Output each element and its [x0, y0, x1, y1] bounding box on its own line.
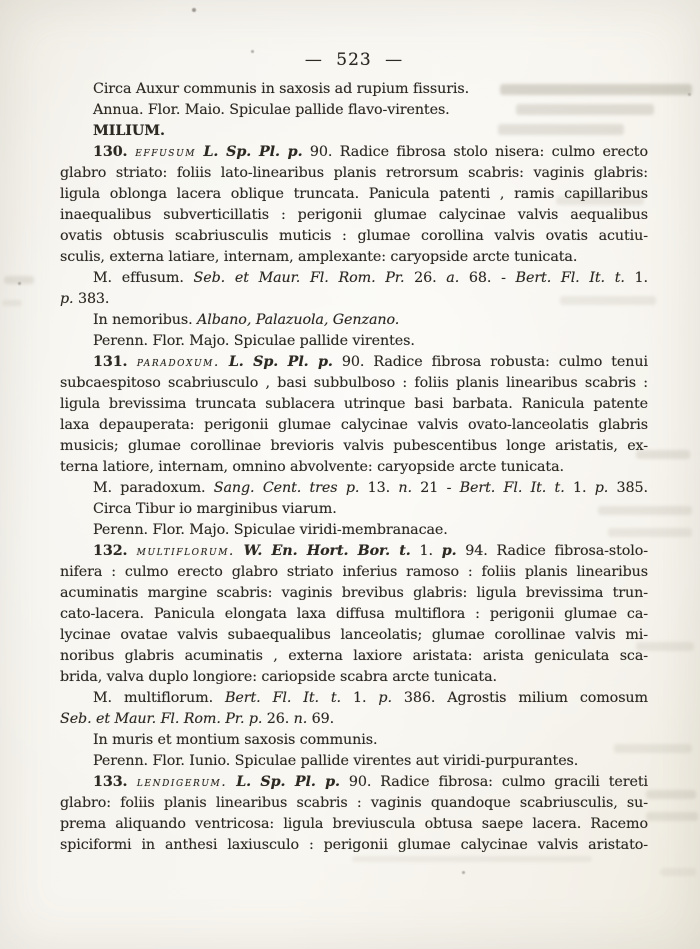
text-segment: p. [441, 543, 457, 559]
text-line [60, 394, 648, 415]
text-line [60, 709, 648, 730]
species-name: effusum [135, 145, 197, 160]
text-segment: n. [398, 480, 412, 496]
text-segment: brida, valva duplo longiore: cariopside scabra arcte tunicata. [60, 669, 497, 685]
text-line [60, 583, 648, 604]
text-segment: M. paradoxum. [93, 480, 214, 496]
text-segment: 26. [404, 270, 447, 286]
text-segment: Annua. Flor. Maio. Spiculae pallide flavo-virentes. [93, 102, 450, 118]
text-segment: Bert. Fl. It. t. [459, 480, 565, 496]
text-line [60, 205, 648, 226]
text-line [60, 625, 648, 646]
bleedthrough-smudge [4, 276, 34, 284]
text-segment: 386. Agrostis milium comosum [391, 690, 648, 706]
species-name: lendigerum. [136, 775, 228, 790]
text-segment: 90. Radice fibrosa: culmo gracili tereti [339, 774, 648, 790]
text-line [60, 688, 648, 709]
text-segment: MILIUM. [93, 123, 165, 139]
species-name: multiflorum. [136, 544, 235, 559]
text-segment: In nemoribus. [93, 312, 198, 328]
text-segment: nifera : culmo erecto glabro striato inferius ramoso : foliis planis linearibus [60, 564, 648, 580]
bleedthrough-smudge [646, 812, 698, 821]
text-line [60, 604, 648, 625]
text-segment: Bert. Fl. It. t. [225, 690, 342, 706]
text-line [60, 184, 648, 205]
text-segment: In muris et montium saxosis communis. [93, 732, 378, 748]
text-segment: M. multiflorum. [93, 690, 226, 706]
text-line [60, 415, 648, 436]
text-segment [235, 543, 244, 559]
dust-speck [192, 8, 196, 12]
bleedthrough-smudge [646, 790, 696, 799]
text-line [60, 142, 648, 163]
text-line [60, 226, 648, 247]
text-segment: p. [594, 480, 609, 496]
text-segment: 130. [93, 144, 136, 160]
text-line [60, 646, 648, 667]
text-segment: 132. [93, 543, 137, 559]
text-segment: noribus glabris acuminatis , externa laxiore aristata: arista geniculata sca- [60, 648, 648, 664]
text-segment: Circa Auxur communis in saxosis ad rupium fissuris. [93, 81, 470, 97]
text-segment: Seb. et Maur. Fl. Rom. Pr. p. [60, 711, 263, 727]
text-segment: p. [378, 690, 392, 706]
text-segment: glabro striato: foliis lato-linearibus planis retrorsum scabris: vaginis glabris: [60, 165, 648, 181]
text-segment: 1. [624, 270, 648, 286]
text-segment: 21 - [411, 480, 460, 496]
text-line [60, 289, 648, 310]
text-line [60, 268, 648, 289]
text-line [60, 835, 648, 856]
text-line [60, 373, 648, 394]
text-segment: 69. [307, 711, 335, 727]
text-segment: ovatis obtusis scabriusculis muticis : glumae corollina valvis ovatis acutiu- [60, 228, 648, 244]
dust-speck [462, 871, 465, 874]
text-segment: glabro: foliis planis linearibus scabris : vaginis quandoque scabriusculis, su- [60, 795, 648, 811]
text-segment: L. Sp. Pl. p. [236, 774, 340, 790]
text-segment: Seb. et Maur. Fl. Rom. Pr. [193, 270, 405, 286]
page-number: — 523 — [304, 50, 404, 70]
text-segment: 90. Radice fibrosa stolo nisera: culmo erecto [302, 144, 648, 160]
text-segment: Albano, Palazuola, Genzano. [197, 312, 400, 328]
text-segment: 131. [93, 354, 137, 370]
text-segment: inaequalibus subverticillatis : perigonii glumae calycinae valvis aequalibus [60, 207, 648, 223]
bleedthrough-smudge [352, 856, 592, 862]
text-segment: ligula oblonga lacera oblique truncata. Panicula patenti , ramis capillaribus [60, 186, 648, 202]
text-segment: L. Sp. Pl. p. [203, 144, 303, 160]
text-line [60, 499, 648, 520]
text-segment: Bert. Fl. It. t. [515, 270, 625, 286]
text-segment: prema aliquando ventricosa: ligula breviuscula obtusa saepe lacera. Racemo [60, 816, 648, 832]
text-line [60, 163, 648, 184]
text-line [60, 310, 648, 331]
text-line [60, 331, 648, 352]
bleedthrough-smudge [660, 868, 696, 876]
text-segment: Perenn. Flor. Majo. Spiculae pallide virentes. [93, 333, 415, 349]
text-segment: subcaespitoso scabriusculo , basi subbulboso : foliis planis linearibus scabris : [60, 375, 648, 391]
text-segment: 133. [93, 774, 137, 790]
text-line [60, 79, 648, 100]
dust-speck [688, 93, 691, 96]
text-line [60, 121, 648, 142]
text-line [60, 562, 648, 583]
dust-speck [18, 282, 21, 285]
text-segment [220, 354, 229, 370]
text-line [60, 730, 648, 751]
text-segment: spiciformi in anthesi laxiusculo : perigonii glumae calycinae valvis aristato- [60, 837, 648, 853]
text-segment: Perenn. Flor. Majo. Spiculae viridi-membranacae. [93, 522, 448, 538]
text-segment: 13. [359, 480, 399, 496]
text-segment: 90. Radice fibrosa robusta: culmo tenui [332, 354, 648, 370]
text-segment: 94. Radice fibrosa-stolo- [456, 543, 648, 559]
text-segment: Perenn. Flor. Iunio. Spiculae pallide virentes aut viridi-purpurantes. [93, 753, 579, 769]
text-line [60, 667, 648, 688]
text-block [60, 79, 648, 856]
text-segment: p. [60, 291, 74, 307]
text-segment: W. En. Hort. Bor. t. [243, 543, 411, 559]
text-line [60, 520, 648, 541]
text-line [60, 352, 648, 373]
text-line [60, 793, 648, 814]
text-segment: a. [446, 270, 460, 286]
text-line [60, 436, 648, 457]
text-segment: cato-lacera. Panicula elongata laxa diffusa multiflora : perigonii glumae ca- [60, 606, 648, 622]
text-line [60, 751, 648, 772]
text-segment: lycinae ovatae valvis subaequalibus lanceolatis; glumae corollinae valvis mi- [60, 627, 648, 643]
text-segment: laxa depauperata: perigonii glumae calycinae valvis ovato-lanceolatis glabris [60, 417, 648, 433]
text-line [60, 772, 648, 793]
text-segment: terna latiore, internam, omnino abvolvente: caryopside arcte tunicata. [60, 459, 564, 475]
text-segment: 383. [73, 291, 110, 307]
text-segment: M. effusum. [93, 270, 194, 286]
text-segment: acuminatis margine scabris: vaginis brevibus glabris: ligula brevissima trun- [60, 585, 648, 601]
species-name: paradoxum. [136, 355, 220, 370]
text-segment: n. [293, 711, 308, 727]
text-line [60, 457, 648, 478]
text-segment: Sang. Cent. tres p. [213, 480, 360, 496]
text-segment: 68. - [459, 270, 516, 286]
text-segment: 1. [410, 543, 442, 559]
bleedthrough-smudge [2, 300, 22, 306]
text-line [60, 247, 648, 268]
text-segment: L. Sp. Pl. p. [228, 354, 333, 370]
text-segment: ligula brevissima truncata sublacera utrinque basi barbata. Ranicula patente [60, 396, 648, 412]
text-segment [227, 774, 236, 790]
text-segment: 1. [341, 690, 379, 706]
text-line [60, 541, 648, 562]
text-segment: 385. [608, 480, 648, 496]
text-segment: sculis, externa latiare, internam, amplexante: caryopside arcte tunicata. [60, 249, 578, 265]
text-segment: musicis; glumae corollinae brevioris valvis pubescentibus longe aristatis, ex- [60, 438, 648, 454]
text-line [60, 478, 648, 499]
text-segment: Circa Tibur io marginibus viarum. [93, 501, 337, 517]
text-line [60, 100, 648, 121]
text-line [60, 814, 648, 835]
text-segment: 1. [564, 480, 595, 496]
text-segment: 26. [262, 711, 294, 727]
